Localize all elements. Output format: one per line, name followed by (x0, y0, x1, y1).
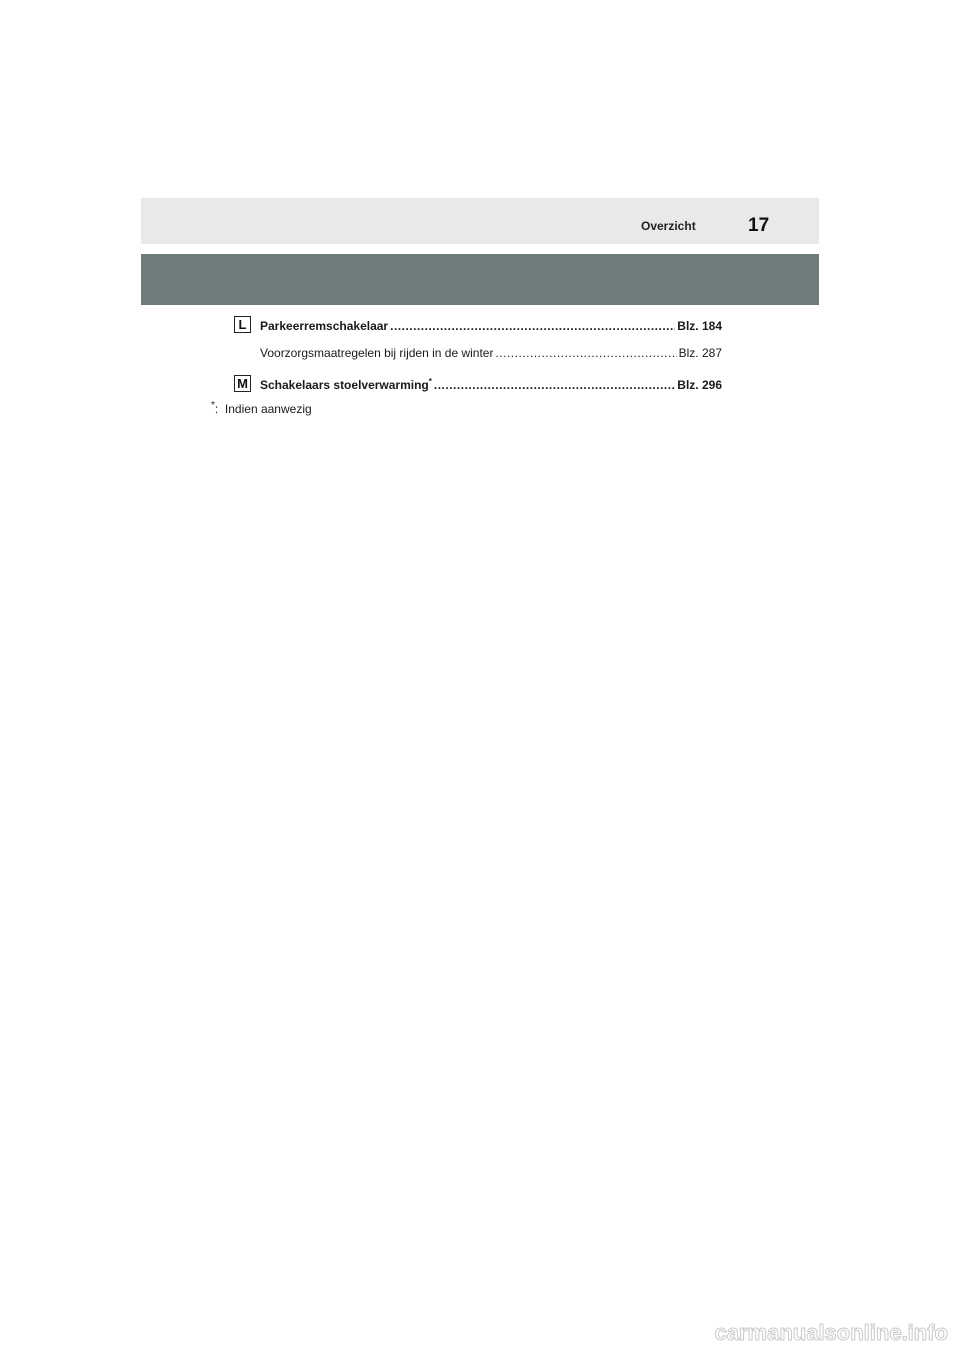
watermark-logo (652, 1318, 952, 1348)
toc-entry-page-ref[interactable]: Blz. 184 (677, 319, 722, 333)
index-letter-l: L (234, 316, 251, 333)
leader-dots (434, 378, 675, 392)
header-bar (141, 198, 819, 244)
title-band (141, 254, 819, 305)
footnote-text: Indien aanwezig (224, 402, 312, 416)
leader-dots (495, 346, 676, 360)
index-letter-m: M (234, 375, 251, 392)
toc-entry[interactable] (260, 346, 722, 360)
toc-entry[interactable] (260, 378, 722, 392)
section-title: Overzicht (641, 219, 696, 233)
footnote-mark: * (428, 377, 432, 386)
toc-entry[interactable] (260, 319, 722, 333)
svg-text:carmanualsonline.info: carmanualsonline.info (714, 1320, 948, 1345)
footnote-separator: : (214, 402, 219, 416)
footnote-asterisk: * (211, 400, 215, 411)
watermark (652, 1318, 952, 1348)
footnote (211, 402, 312, 416)
toc-entry-page-ref[interactable]: Blz. 287 (678, 346, 722, 360)
toc-entry-label (260, 378, 432, 392)
toc-entry-label: Voorzorgsmaatregelen bij rijden in de winter (260, 346, 494, 360)
toc-entry-page-ref[interactable]: Blz. 296 (677, 378, 722, 392)
toc-entry-label-text: Schakelaars stoelverwarming (260, 378, 429, 392)
leader-dots (390, 319, 675, 333)
toc-entry-label: Parkeerremschakelaar (260, 319, 389, 333)
page-number: 17 (748, 215, 770, 236)
